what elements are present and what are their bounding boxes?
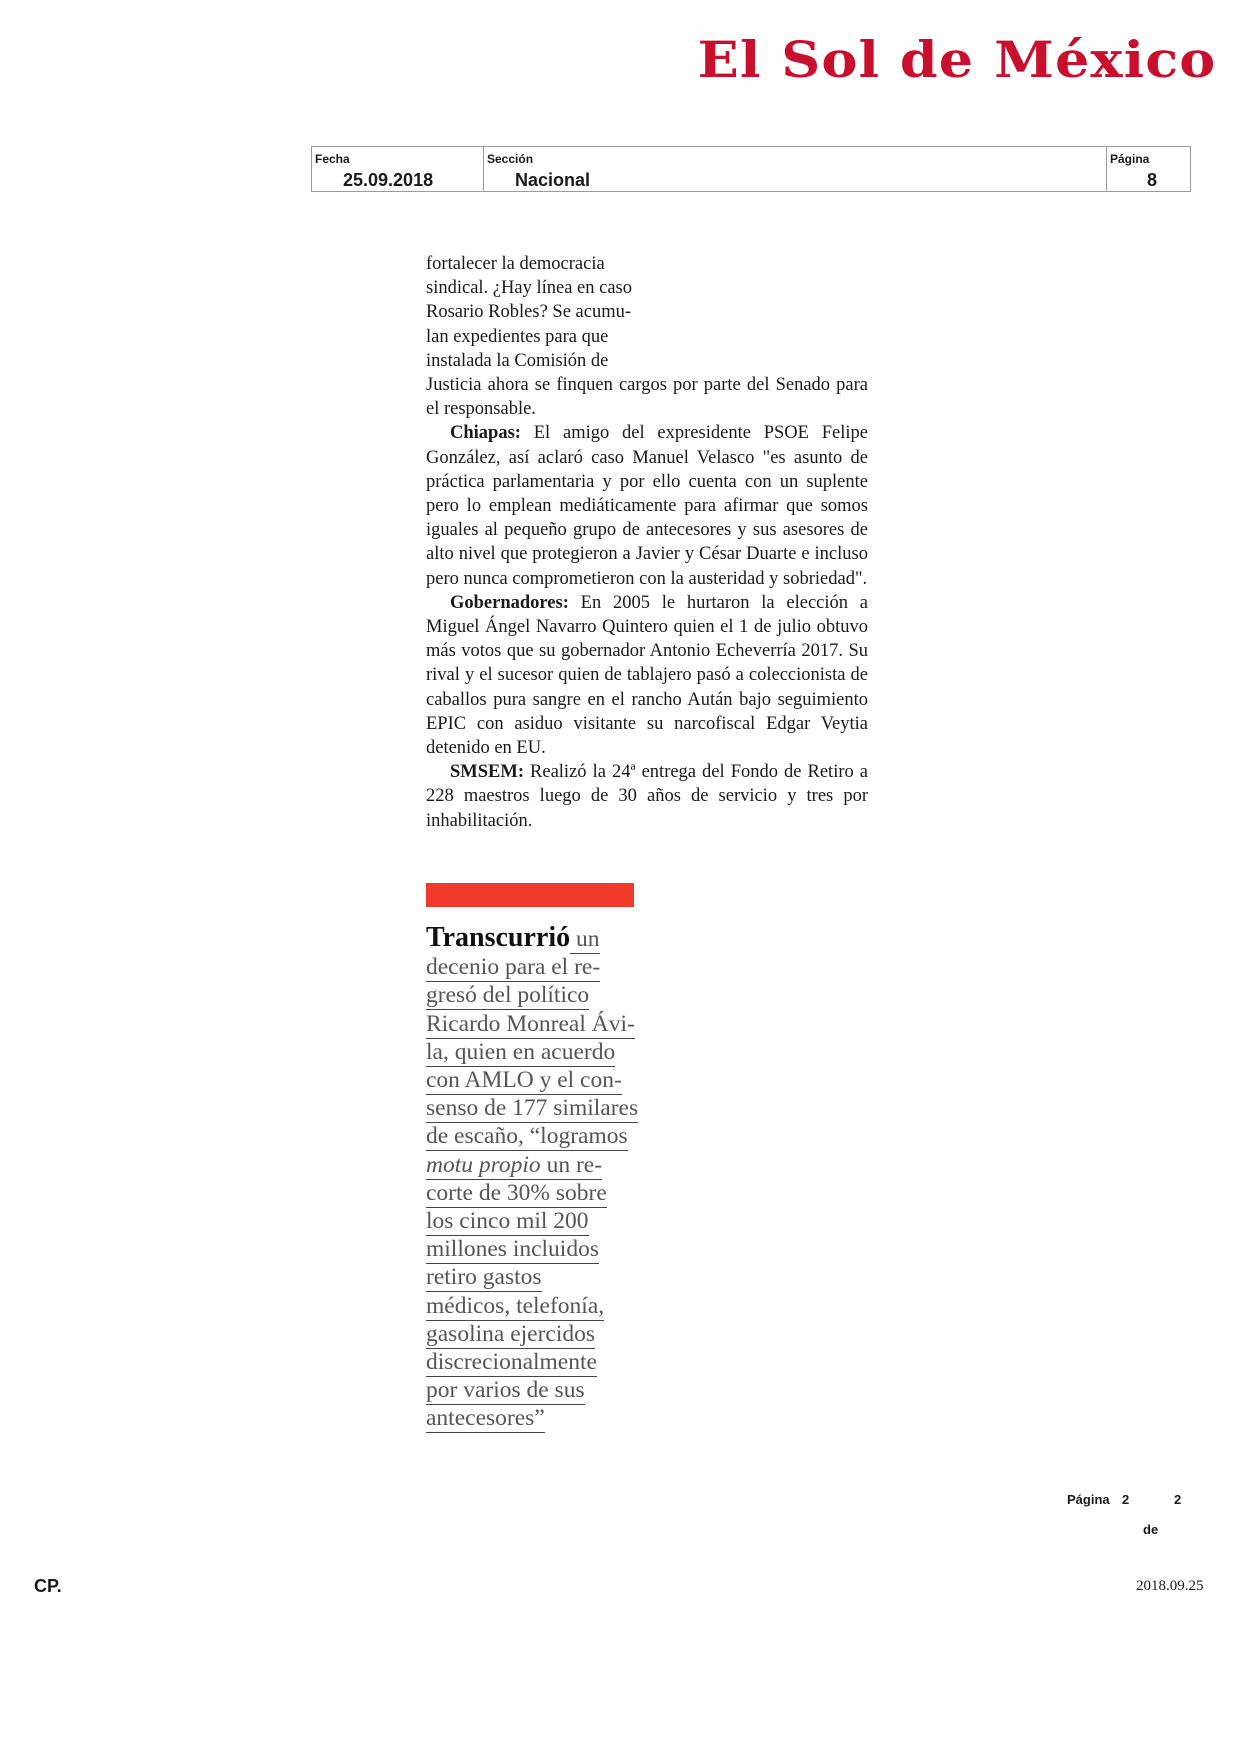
pullquote-line bbox=[426, 1010, 666, 1038]
masthead-logo: El Sol de México bbox=[697, 30, 1216, 89]
pullquote-line bbox=[426, 1263, 666, 1291]
article-column bbox=[426, 252, 868, 833]
pullquote-line bbox=[426, 981, 666, 1009]
footer-page-total: 2 bbox=[1174, 1492, 1182, 1507]
article-line: Rosario Robles? Se acumu- bbox=[426, 302, 631, 323]
footer-date: 2018.09.25 bbox=[1136, 1578, 1204, 1594]
pagina-value: 8 bbox=[1147, 170, 1158, 190]
fecha-cell bbox=[312, 147, 484, 191]
pullquote-text: gasolina ejercidos bbox=[426, 1320, 596, 1347]
article-intro-narrow bbox=[426, 252, 650, 373]
pullquote-text: la, quien en acuerdo bbox=[426, 1038, 616, 1065]
pullquote-text: con AMLO y el con- bbox=[426, 1067, 622, 1094]
pullquote-text: senso de 177 similares bbox=[426, 1095, 639, 1122]
fecha-value: 25.09.2018 bbox=[343, 170, 434, 190]
pullquote-text: decenio para el re- bbox=[426, 954, 601, 981]
pullquote-text: los cinco mil 200 bbox=[426, 1208, 589, 1235]
pullquote-line bbox=[426, 1376, 666, 1404]
pullquote-line bbox=[426, 1348, 666, 1376]
seccion-label: Sección bbox=[487, 152, 534, 166]
fecha-label: Fecha bbox=[315, 152, 350, 166]
paragraph-gobernadores bbox=[426, 591, 868, 760]
meta-table bbox=[311, 146, 1191, 192]
pullquote-line bbox=[426, 1151, 666, 1179]
pullquote-text: millones incluidos bbox=[426, 1236, 599, 1263]
paragraph-text: Realizó la 24ª entrega del Fondo de Retiro a 228 maestros luego de 30 años de servicio y tres por inhabilitación. bbox=[426, 762, 868, 831]
pullquote-text: un bbox=[570, 926, 600, 952]
pullquote-text: corte de 30% sobre bbox=[426, 1179, 607, 1206]
pullquote-text: de escaño, “logramos bbox=[426, 1123, 628, 1150]
pullquote-line bbox=[426, 1404, 666, 1432]
pullquote-line bbox=[426, 1094, 666, 1122]
pagina-label: Página bbox=[1110, 152, 1150, 166]
pullquote-line bbox=[426, 1038, 666, 1066]
paragraph-lead: Chiapas: bbox=[450, 423, 521, 444]
paragraph-chiapas bbox=[426, 421, 868, 590]
paragraph-smsem bbox=[426, 760, 868, 833]
seccion-cell bbox=[484, 147, 1107, 191]
article-line: fortalecer la democracia bbox=[426, 254, 605, 274]
footer-de: de bbox=[1143, 1522, 1159, 1537]
pullquote-headline: Transcurrió bbox=[426, 922, 571, 953]
pullquote-text: gresó del político bbox=[426, 982, 590, 1009]
article-line: lan expedientes para que bbox=[426, 326, 609, 347]
paragraph-text: El amigo del expresidente PSOE Felipe González, así aclaró caso Manuel Velasco "es asunto de práctica parlamentaria y por ello cuenta con un suplente pero lo emplean mediáticamente para afirmar que somos iguales al pequeño grupo de antecesores y sus asesores de alto nivel que protegieron a Javier y César Duarte e incluso pero nunca comprometieron con la austeridad y sobriedad". bbox=[426, 423, 868, 589]
paragraph-lead: Gobernadores: bbox=[450, 592, 569, 613]
article-line: instalada la Comisión de bbox=[426, 350, 609, 371]
pullquote-text: por varios de sus bbox=[426, 1377, 585, 1404]
article-intro-rest: Justicia ahora se finquen cargos por parte del Senado para el responsable. bbox=[426, 375, 868, 420]
pullquote-line bbox=[426, 1320, 666, 1348]
pullquote-line bbox=[426, 1066, 666, 1094]
pullquote-text: un re- bbox=[540, 1151, 603, 1178]
pullquote-red-bar bbox=[426, 883, 634, 907]
article-line: sindical. ¿Hay línea en caso bbox=[426, 278, 632, 299]
pullquote-line bbox=[426, 953, 666, 981]
pullquote-line bbox=[426, 924, 666, 953]
pullquote-line bbox=[426, 1122, 666, 1150]
pullquote-text: retiro gastos bbox=[426, 1264, 542, 1291]
pullquote-line bbox=[426, 1292, 666, 1320]
pagina-cell bbox=[1107, 147, 1190, 191]
pullquote-line bbox=[426, 1207, 666, 1235]
footer-page-label: Página bbox=[1067, 1492, 1110, 1507]
pullquote-text: Ricardo Monreal Ávi- bbox=[426, 1010, 635, 1037]
footer-cp: CP. bbox=[34, 1576, 62, 1596]
pullquote-text: discrecionalmente bbox=[426, 1349, 597, 1376]
footer-page-current: 2 bbox=[1122, 1492, 1130, 1507]
pullquote-line bbox=[426, 1179, 666, 1207]
paragraph-lead: SMSEM: bbox=[450, 762, 524, 783]
seccion-value: Nacional bbox=[515, 170, 591, 190]
pullquote bbox=[426, 924, 666, 1433]
pullquote-text: médicos, telefonía, bbox=[426, 1292, 605, 1319]
pullquote-text: antecesores” bbox=[426, 1405, 545, 1432]
pullquote-line bbox=[426, 1235, 666, 1263]
pullquote-italic: motu propio bbox=[426, 1151, 541, 1178]
paragraph-text: En 2005 le hurtaron la elección a Miguel Ángel Navarro Quintero quien el 1 de julio obtuvo más votos que su gobernador Antonio Echeverría 2017. Su rival y el sucesor quien de tablajero pasó a coleccionista de caballos pura sangre en el rancho Aután bajo seguimiento EPIC con asiduo visitante su narcofiscal Edgar Veytia detenido en EU. bbox=[426, 592, 868, 759]
